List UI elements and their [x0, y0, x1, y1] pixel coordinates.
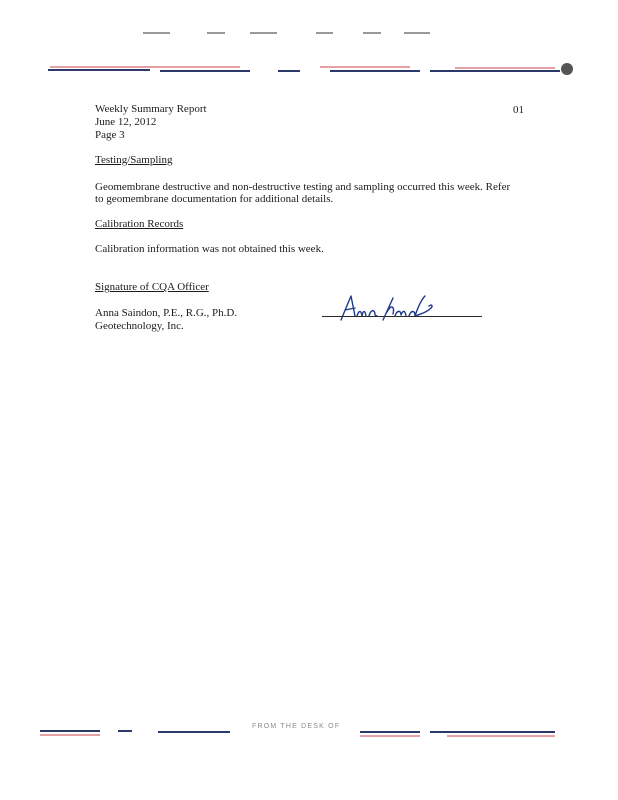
calibration-text: Calibration information was not obtained this week. [95, 243, 324, 255]
signature-line [322, 316, 482, 317]
calibration-heading: Calibration Records [95, 218, 184, 230]
signature-heading: Signature of CQA Officer [95, 281, 209, 293]
testing-text-line2: to geomembrane documentation for additional details. [95, 193, 334, 205]
testing-text-line1: Geomembrane destructive and non-destructive testing and sampling occurred this week. Refer [95, 181, 511, 193]
signatory-name: Anna Saindon, P.E., R.G., Ph.D. [95, 307, 238, 319]
report-title: Weekly Summary Report [95, 103, 207, 115]
footer-letterhead: FROM THE DESK OF [252, 723, 341, 730]
page-number: Page 3 [95, 129, 125, 141]
scan-artifact-top [0, 0, 618, 90]
testing-heading: Testing/Sampling [95, 154, 173, 166]
report-date: June 12, 2012 [95, 116, 157, 128]
signatory-organization: Geotechnology, Inc. [95, 320, 184, 332]
report-number: 01 [513, 104, 524, 116]
handwritten-signature [335, 290, 445, 326]
